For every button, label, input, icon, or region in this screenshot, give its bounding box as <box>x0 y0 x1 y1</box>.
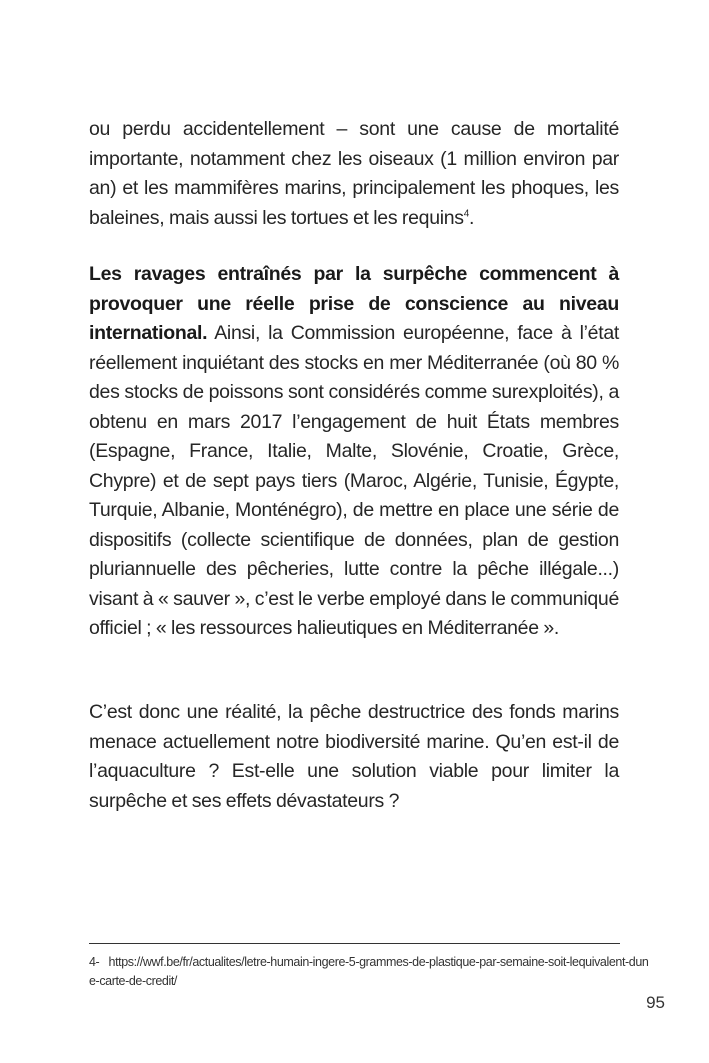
page-number: 95 <box>646 993 665 1012</box>
paragraph-2-text: Ainsi, la Commission européenne, face à l’état réellement inquiétant des stocks en mer Méditerranée (où 80 % des stocks de poissons sont considérés comme surexploités), a obtenu en mars 2017 l’engagement de huit États membres (Espagne, France, Italie, Malte, Slovénie, Croatie, Grèce, Chypre) et de sept pays tiers (Maroc, Algérie, Tunisie, Égypte, Turquie, Albanie, Monténégro), de mettre en place une série de dispositifs (collecte scientifique de données, plan de gestion pluriannuelle des pêcheries, lutte contre la pêche illégale...) visant à « sauver », c’est le verbe employé dans le communiqué officiel ; « les ressources halieutiques en Méditerranée ». <box>89 322 619 639</box>
paragraph-3 <box>89 698 619 816</box>
footnote <box>89 953 649 991</box>
footnote-divider <box>89 943 620 944</box>
paragraph-3-text: C’est donc une réalité, la pêche destructrice des fonds marins menace actuellement notre biodiversité marine. Qu’en est-il de l’aquaculture ? Est-elle une solution viable pour limiter la surpêche et ses effets dévastateurs ? <box>89 701 619 812</box>
paragraph-2 <box>89 260 619 644</box>
paragraph-1 <box>89 115 619 233</box>
footnote-reference[interactable]: 4 <box>463 208 470 219</box>
footnote-number: 4- <box>89 955 100 969</box>
paragraph-2-bold-lead: Les ravages entraînés par la surpêche commencent à provoquer une réelle prise de conscience au niveau international. <box>89 263 619 344</box>
footnote-link[interactable]: https://wwf.be/fr/actualites/letre-humain-ingere-5-grammes-de-plastique-par-semaine-soit-lequivalent-dune-carte-de-credit/ <box>89 955 649 988</box>
paragraph-1-text: ou perdu accidentellement – sont une cause de mortalité importante, notamment chez les oiseaux (1 million environ par an) et les mammifères marins, principalement les phoques, les baleines, mais aussi les tortues et les requins <box>89 118 619 229</box>
paragraph-1-end: . <box>469 206 475 229</box>
